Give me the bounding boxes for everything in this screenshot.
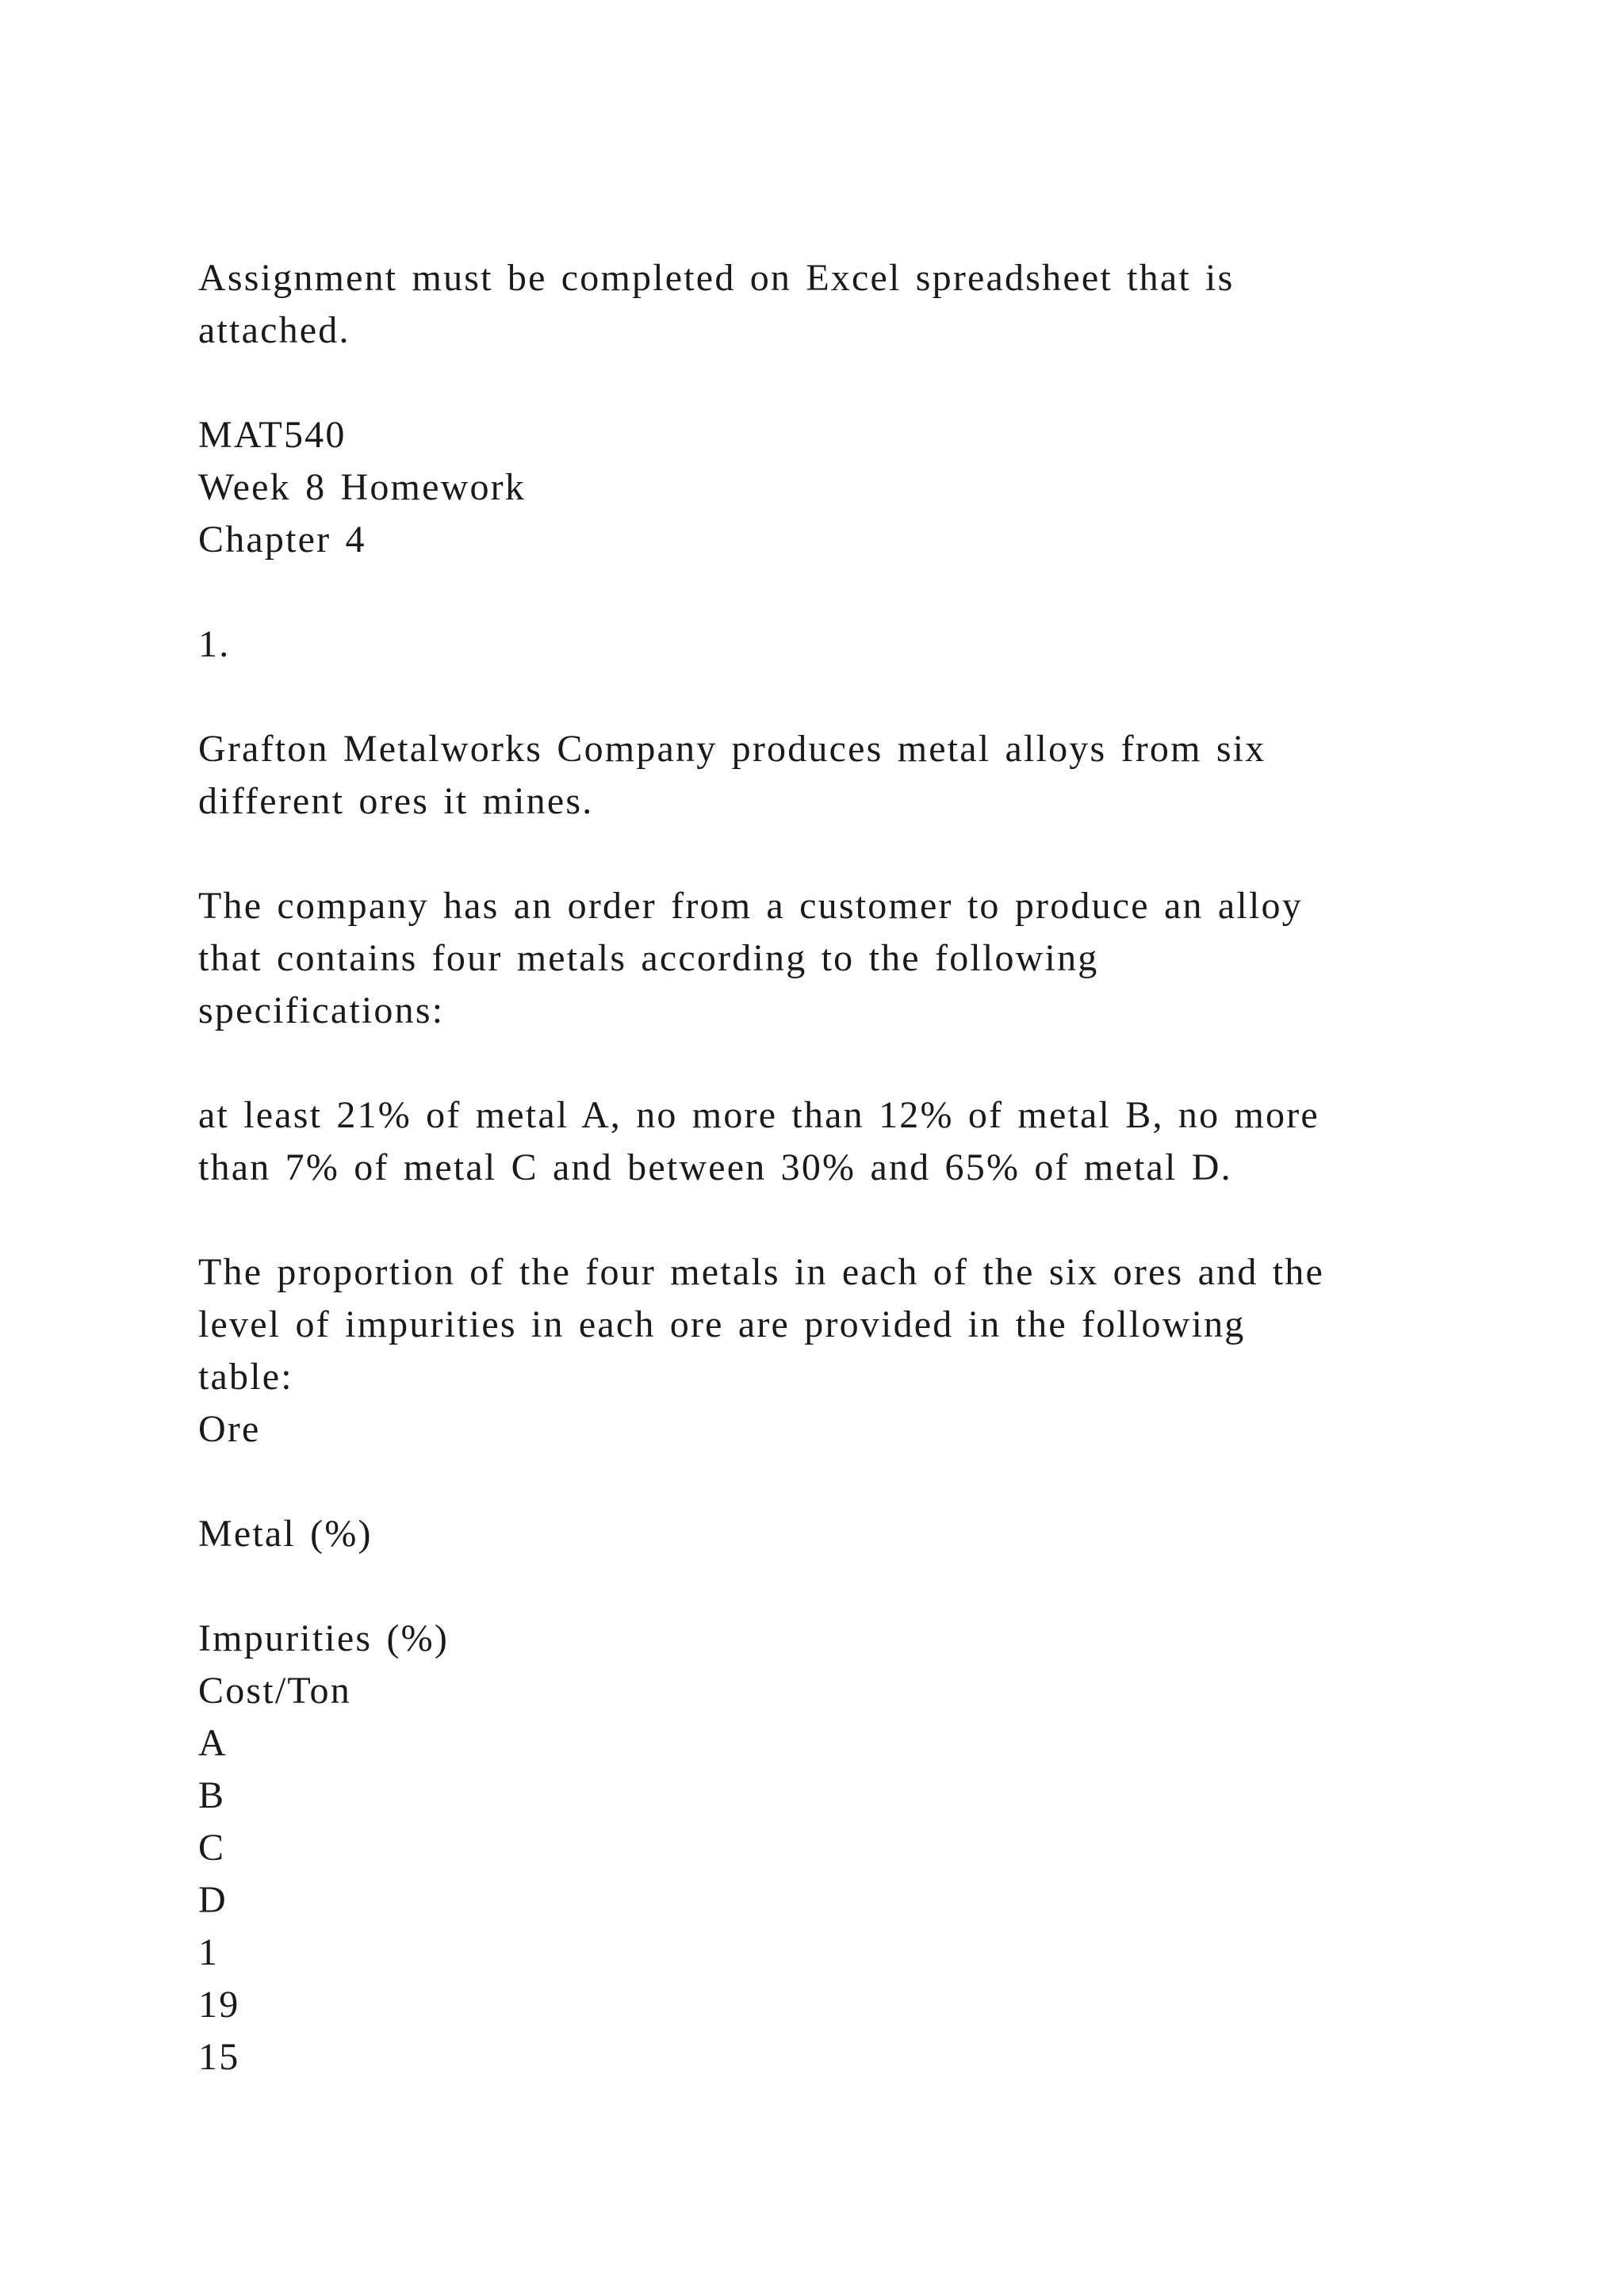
intro-line-2: attached. (198, 309, 350, 351)
paragraph-4-line-2: level of impurities in each ore are provided in the following (198, 1303, 1246, 1345)
table-header-cost: Cost/Ton (198, 1670, 351, 1712)
table-header-metal-d: D (198, 1879, 228, 1921)
paragraph-3-line-2: than 7% of metal C and between 30% and 65% of metal D. (198, 1146, 1232, 1188)
spacer (198, 828, 1499, 880)
intro-line-1: Assignment must be completed on Excel spreadsheet that is (198, 257, 1235, 299)
paragraph-3-line-1: at least 21% of metal A, no more than 12% of metal B, no more (198, 1094, 1320, 1136)
spacer (198, 1194, 1499, 1246)
spacer (198, 1560, 1499, 1613)
week-title: Week 8 Homework (198, 466, 527, 508)
table-header-metal-c: C (198, 1827, 226, 1869)
table-header-impurities: Impurities (%) (198, 1617, 450, 1659)
spacer (198, 1037, 1499, 1089)
chapter-title: Chapter 4 (198, 519, 366, 561)
table-cell-ore-1-b: 15 (198, 2036, 240, 2078)
spacer (198, 1456, 1499, 1508)
paragraph-4-line-1: The proportion of the four metals in each of the six ores and the (198, 1251, 1324, 1293)
table-header-metal: Metal (%) (198, 1513, 373, 1555)
paragraph-2-line-3: specifications: (198, 989, 445, 1031)
table-cell-ore-1-a: 19 (198, 1984, 240, 2026)
course-code: MAT540 (198, 414, 347, 456)
paragraph-4-line-3: table: (198, 1356, 293, 1398)
paragraph-2-line-1: The company has an order from a customer to produce an alloy (198, 885, 1303, 927)
paragraph-1-line-2: different ores it mines. (198, 780, 594, 822)
document-body (198, 252, 1499, 2084)
table-cell-ore-1: 1 (198, 1931, 220, 1973)
question-number: 1. (198, 623, 231, 665)
table-header-metal-b: B (198, 1774, 226, 1816)
spacer (198, 671, 1499, 723)
table-header-ore: Ore (198, 1408, 261, 1450)
spacer (198, 357, 1499, 409)
paragraph-2-line-2: that contains four metals according to the following (198, 937, 1099, 979)
paragraph-1-line-1: Grafton Metalworks Company produces metal alloys from six (198, 728, 1266, 770)
table-header-metal-a: A (198, 1722, 228, 1764)
spacer (198, 566, 1499, 618)
